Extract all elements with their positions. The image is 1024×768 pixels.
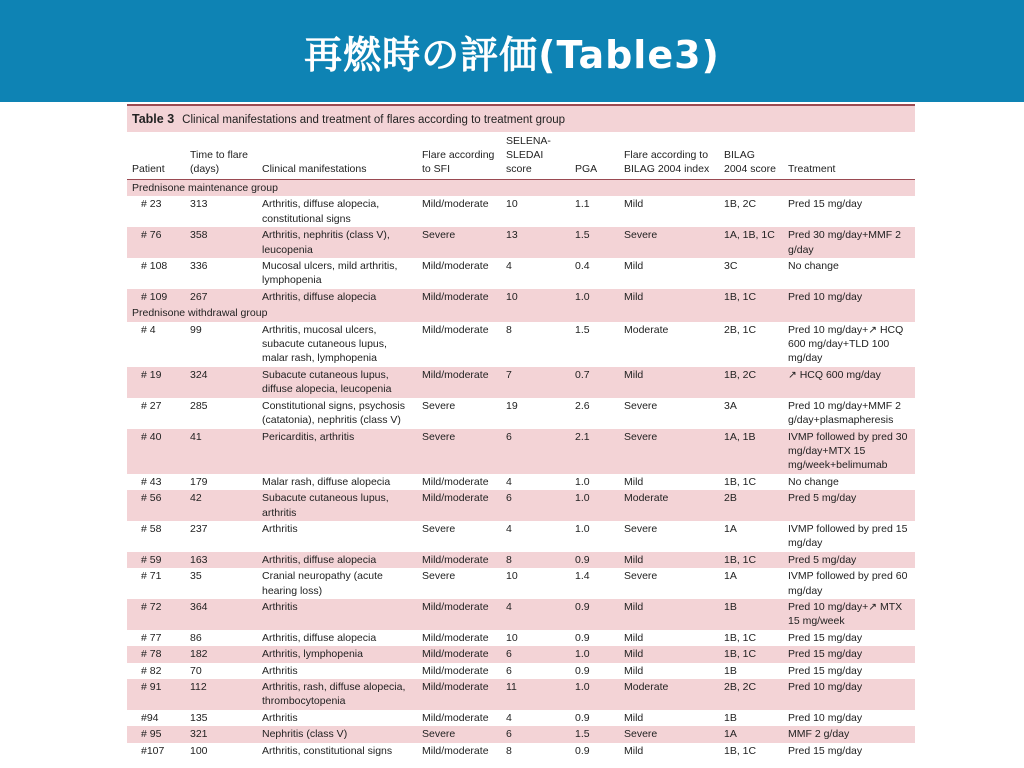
cell-bilag-score: 2B, 1C: [724, 323, 757, 336]
table-figure: [127, 104, 915, 768]
cell-treatment: IVMP followed by pred 30 mg/day+MTX 15 mg/week+belimumab: [783, 429, 915, 474]
cell-clinical-manifestations: Arthritis, nephritis (class V), leucopenia: [257, 227, 417, 258]
cell-bilag-score: 1A, 1B: [719, 429, 783, 474]
cell-flare-sfi: Mild/moderate: [422, 198, 489, 211]
cell-bilag-score: 1B, 1C: [724, 475, 757, 488]
cell-pga: 0.9: [575, 664, 590, 677]
cell-clinical-manifestations: Arthritis, diffuse alopecia: [262, 631, 377, 644]
table-header-row: [127, 132, 915, 180]
cell-bilag-score: 1B, 1C: [724, 631, 757, 644]
cell-selena-sledai: 8: [506, 744, 512, 757]
cell-selena-sledai: 6: [501, 646, 570, 662]
cell-time-to-flare: 41: [185, 429, 257, 474]
cell-time-to-flare: 35: [190, 570, 202, 583]
cell-time-to-flare: 321: [185, 726, 257, 742]
cell-flare-sfi: Mild/moderate: [422, 260, 489, 273]
cell-flare-sfi: Severe: [422, 570, 456, 583]
cell-selena-sledai: 4: [506, 260, 512, 273]
cell-treatment: Pred 10 mg/day+MMF 2 g/day+plasmapheresis: [788, 399, 901, 427]
cell-flare-bilag: Severe: [624, 399, 658, 412]
header-patient: Patient: [127, 132, 185, 180]
cell-treatment: Pred 10 mg/day+↗ HCQ 600 mg/day+TLD 100 mg/day: [788, 323, 904, 365]
table-label: Table 3: [132, 112, 175, 126]
cell-pga: 0.4: [575, 260, 590, 273]
table-row: [127, 646, 915, 662]
cell-flare-sfi: Mild/moderate: [422, 744, 489, 757]
cell-time-to-flare: 70: [190, 664, 202, 677]
cell-selena-sledai: 10: [506, 198, 518, 211]
cell-flare-bilag: Moderate: [624, 323, 669, 336]
cell-patient: # 71: [141, 570, 162, 583]
table-row: [127, 710, 915, 726]
cell-treatment: Pred 30 mg/day+MMF 2 g/day: [783, 227, 915, 258]
cell-treatment: Pred 5 mg/day: [783, 552, 915, 568]
cell-pga: 0.9: [575, 631, 590, 644]
cell-clinical-manifestations: Arthritis: [262, 711, 298, 724]
table-row: [127, 258, 915, 289]
cell-time-to-flare: 285: [190, 399, 208, 412]
cell-time-to-flare: 42: [185, 490, 257, 521]
cell-patient: # 23: [141, 198, 162, 211]
cell-clinical-manifestations: Arthritis, constitutional signs: [262, 744, 393, 757]
cell-treatment: No change: [788, 260, 839, 273]
cell-flare-sfi: Severe: [422, 522, 456, 535]
cell-selena-sledai: 4: [506, 475, 512, 488]
cell-selena-sledai: 11: [501, 679, 570, 710]
cell-flare-bilag: Mild: [624, 664, 644, 677]
cell-clinical-manifestations: Pericarditis, arthritis: [257, 429, 417, 474]
cell-flare-sfi: Mild/moderate: [422, 664, 489, 677]
cell-treatment: Pred 10 mg/day+↗ MTX 15 mg/week: [783, 599, 915, 630]
cell-selena-sledai: 6: [501, 726, 570, 742]
cell-pga: 1.4: [575, 570, 590, 583]
cell-bilag-score: 2B: [719, 490, 783, 521]
cell-time-to-flare: 99: [190, 323, 202, 336]
cell-patient: # 95: [127, 726, 185, 742]
cell-bilag-score: 1A: [719, 726, 783, 742]
cell-pga: 1.0: [575, 475, 590, 488]
cell-pga: 1.5: [575, 323, 590, 336]
table-caption-text: Clinical manifestations and treatment of flares according to treatment group: [182, 114, 566, 126]
cell-flare-bilag: Severe: [624, 570, 658, 583]
cell-clinical-manifestations: Mucosal ulcers, mild arthritis, lymphopenia: [262, 260, 398, 287]
cell-selena-sledai: 4: [506, 522, 512, 535]
cell-pga: 1.0: [570, 646, 619, 662]
header-bilag-score: BILAG 2004 score: [719, 132, 783, 180]
cell-pga: 0.7: [570, 367, 619, 398]
table-row: [127, 552, 915, 568]
cell-time-to-flare: 163: [185, 552, 257, 568]
cell-clinical-manifestations: Arthritis, diffuse alopecia: [257, 289, 417, 305]
cell-time-to-flare: 135: [190, 711, 208, 724]
cell-flare-sfi: Mild/moderate: [417, 599, 501, 630]
table-row: [127, 726, 915, 742]
cell-flare-bilag: Mild: [619, 646, 719, 662]
cell-patient: # 59: [127, 552, 185, 568]
cell-flare-bilag: Mild: [624, 631, 644, 644]
header-time-to-flare: Time to flare (days): [185, 132, 257, 180]
cell-flare-sfi: Mild/moderate: [417, 490, 501, 521]
cell-flare-bilag: Mild: [624, 475, 644, 488]
cell-patient: #107: [141, 744, 165, 757]
cell-patient: #94: [141, 711, 159, 724]
cell-pga: 1.0: [570, 289, 619, 305]
cell-treatment: Pred 15 mg/day: [783, 646, 915, 662]
table-row: [127, 227, 915, 258]
cell-clinical-manifestations: Arthritis: [262, 522, 298, 535]
cell-bilag-score: 1A, 1B, 1C: [719, 227, 783, 258]
cell-selena-sledai: 10: [506, 631, 518, 644]
cell-selena-sledai: 6: [506, 664, 512, 677]
cell-patient: # 27: [141, 399, 162, 412]
cell-time-to-flare: 364: [185, 599, 257, 630]
cell-time-to-flare: 86: [190, 631, 202, 644]
cell-selena-sledai: 4: [506, 711, 512, 724]
slide-title: 再燃時の評価(Table3): [304, 33, 720, 77]
cell-bilag-score: 1B, 1C: [719, 552, 783, 568]
cell-patient: # 58: [141, 522, 162, 535]
cell-clinical-manifestations: Subacute cutaneous lupus, diffuse alopecia, leucopenia: [257, 367, 417, 398]
cell-patient: # 19: [127, 367, 185, 398]
cell-clinical-manifestations: Arthritis: [257, 599, 417, 630]
cell-pga: 0.9: [575, 711, 590, 724]
cell-patient: # 4: [141, 323, 156, 336]
cell-flare-bilag: Mild: [619, 367, 719, 398]
cell-patient: # 40: [127, 429, 185, 474]
table-row: [127, 289, 915, 305]
cell-clinical-manifestations: Nephritis (class V): [257, 726, 417, 742]
cell-pga: 1.1: [575, 198, 590, 211]
cell-bilag-score: 1B, 1C: [724, 744, 757, 757]
cell-time-to-flare: 100: [190, 744, 208, 757]
cell-flare-bilag: Mild: [619, 289, 719, 305]
cell-treatment: MMF 2 g/day: [783, 726, 915, 742]
cell-selena-sledai: 8: [501, 552, 570, 568]
cell-pga: 1.0: [570, 490, 619, 521]
cell-time-to-flare: 336: [190, 260, 208, 273]
cell-clinical-manifestations: Arthritis, diffuse alopecia, constitutional signs: [262, 198, 380, 225]
header-selena-sledai: SELENA-SLEDAI score: [501, 132, 570, 180]
group-row: [127, 180, 915, 197]
cell-flare-sfi: Severe: [417, 429, 501, 474]
cell-bilag-score: 1A: [724, 522, 737, 535]
cell-selena-sledai: 8: [506, 323, 512, 336]
table-row: [127, 568, 915, 599]
cell-flare-sfi: Severe: [417, 726, 501, 742]
cell-flare-sfi: Mild/moderate: [417, 679, 501, 710]
cell-flare-bilag: Mild: [624, 711, 644, 724]
cell-treatment: Pred 15 mg/day: [788, 198, 863, 211]
cell-time-to-flare: 267: [185, 289, 257, 305]
table-row: [127, 743, 915, 759]
cell-clinical-manifestations: Constitutional signs, psychosis (catatonia), nephritis (class V): [262, 399, 405, 427]
cell-time-to-flare: 358: [185, 227, 257, 258]
cell-pga: 0.9: [575, 744, 590, 757]
cell-bilag-score: 1B, 1C: [719, 646, 783, 662]
cell-treatment: No change: [788, 475, 839, 488]
cell-clinical-manifestations: Cranial neuropathy (acute hearing loss): [262, 570, 383, 597]
cell-flare-sfi: Mild/moderate: [417, 552, 501, 568]
table-row: [127, 490, 915, 521]
table-row: [127, 663, 915, 679]
cell-bilag-score: 1A: [724, 570, 737, 583]
cell-selena-sledai: 13: [501, 227, 570, 258]
cell-time-to-flare: 179: [190, 475, 208, 488]
cell-patient: # 108: [141, 260, 168, 273]
cell-bilag-score: 1B: [724, 711, 737, 724]
cell-time-to-flare: 313: [190, 198, 208, 211]
cell-bilag-score: 2B, 2C: [719, 679, 783, 710]
cell-treatment: Pred 5 mg/day: [783, 490, 915, 521]
cell-selena-sledai: 19: [506, 399, 518, 412]
cell-time-to-flare: 182: [185, 646, 257, 662]
cell-time-to-flare: 112: [185, 679, 257, 710]
cell-time-to-flare: 237: [190, 522, 208, 535]
cell-treatment: IVMP followed by pred 15 mg/day: [788, 522, 908, 550]
cell-bilag-score: 1B, 1C: [719, 289, 783, 305]
cell-selena-sledai: 6: [501, 490, 570, 521]
header-clinical-manifestations: Clinical manifestations: [257, 132, 417, 180]
cell-flare-bilag: Moderate: [619, 490, 719, 521]
cell-clinical-manifestations: Arthritis, diffuse alopecia: [257, 552, 417, 568]
cell-treatment: IVMP followed by pred 60 mg/day: [788, 570, 908, 597]
cell-clinical-manifestations: Arthritis: [262, 664, 298, 677]
cell-bilag-score: 1B: [724, 664, 737, 677]
table-row: [127, 196, 915, 227]
table-row: [127, 474, 915, 490]
table-row: [127, 322, 915, 367]
cell-flare-sfi: Mild/moderate: [417, 367, 501, 398]
cell-clinical-manifestations: Subacute cutaneous lupus, arthritis: [257, 490, 417, 521]
cell-pga: 1.0: [575, 522, 590, 535]
cell-pga: 0.9: [570, 599, 619, 630]
cell-flare-sfi: Severe: [417, 227, 501, 258]
cell-flare-sfi: Mild/moderate: [422, 323, 489, 336]
cell-clinical-manifestations: Arthritis, rash, diffuse alopecia, thrombocytopenia: [257, 679, 417, 710]
cell-treatment: Pred 15 mg/day: [788, 664, 863, 677]
flares-table: [127, 132, 915, 759]
cell-treatment: Pred 10 mg/day: [788, 711, 863, 724]
cell-flare-bilag: Severe: [619, 227, 719, 258]
cell-flare-bilag: Severe: [624, 522, 658, 535]
cell-pga: 1.5: [570, 726, 619, 742]
cell-selena-sledai: 7: [501, 367, 570, 398]
cell-flare-sfi: Mild/moderate: [422, 631, 489, 644]
table-row: [127, 367, 915, 398]
cell-patient: # 72: [127, 599, 185, 630]
table-body: [127, 180, 915, 760]
cell-pga: 0.9: [570, 552, 619, 568]
table-caption: [127, 104, 915, 132]
cell-treatment: Pred 10 mg/day: [783, 289, 915, 305]
cell-flare-sfi: Mild/moderate: [417, 289, 501, 305]
cell-bilag-score: 1B: [719, 599, 783, 630]
cell-treatment: Pred 15 mg/day: [788, 744, 863, 757]
header-pga: PGA: [570, 132, 619, 180]
cell-patient: # 109: [127, 289, 185, 305]
cell-flare-bilag: Mild: [624, 198, 644, 211]
cell-flare-bilag: Mild: [619, 599, 719, 630]
table-row: [127, 599, 915, 630]
cell-selena-sledai: 6: [501, 429, 570, 474]
cell-patient: # 91: [127, 679, 185, 710]
table-row: [127, 630, 915, 646]
cell-flare-sfi: Mild/moderate: [422, 711, 489, 724]
cell-flare-sfi: Mild/moderate: [417, 646, 501, 662]
cell-bilag-score: 3C: [724, 260, 738, 273]
cell-patient: # 56: [127, 490, 185, 521]
cell-clinical-manifestations: Malar rash, diffuse alopecia: [262, 475, 391, 488]
cell-flare-bilag: Mild: [624, 260, 644, 273]
table-row: [127, 679, 915, 710]
cell-patient: # 82: [141, 664, 162, 677]
cell-treatment: ↗ HCQ 600 mg/day: [783, 367, 915, 398]
cell-patient: # 43: [141, 475, 162, 488]
cell-flare-sfi: Severe: [422, 399, 456, 412]
cell-selena-sledai: 10: [501, 289, 570, 305]
cell-clinical-manifestations: Arthritis, lymphopenia: [257, 646, 417, 662]
cell-flare-bilag: Mild: [619, 552, 719, 568]
cell-patient: # 78: [127, 646, 185, 662]
table-row: [127, 521, 915, 552]
group-label: Prednisone withdrawal group: [127, 305, 915, 321]
header-treatment: Treatment: [783, 132, 915, 180]
cell-pga: 2.1: [570, 429, 619, 474]
cell-pga: 2.6: [575, 399, 590, 412]
cell-patient: # 76: [127, 227, 185, 258]
cell-flare-bilag: Mild: [624, 744, 644, 757]
group-row: [127, 305, 915, 321]
header-flare-bilag: Flare according to BILAG 2004 index: [619, 132, 719, 180]
cell-pga: 1.5: [570, 227, 619, 258]
cell-treatment: Pred 10 mg/day: [783, 679, 915, 710]
cell-bilag-score: 3A: [724, 399, 737, 412]
cell-treatment: Pred 15 mg/day: [788, 631, 863, 644]
cell-time-to-flare: 324: [185, 367, 257, 398]
group-label: Prednisone maintenance group: [127, 180, 915, 197]
cell-flare-bilag: Severe: [619, 726, 719, 742]
cell-bilag-score: 1B, 2C: [719, 367, 783, 398]
cell-selena-sledai: 4: [501, 599, 570, 630]
cell-selena-sledai: 10: [506, 570, 518, 583]
cell-pga: 1.0: [570, 679, 619, 710]
cell-bilag-score: 1B, 2C: [724, 198, 757, 211]
cell-clinical-manifestations: Arthritis, mucosal ulcers, subacute cutaneous lupus, malar rash, lymphopenia: [262, 323, 387, 365]
table-row: [127, 429, 915, 474]
table-row: [127, 398, 915, 429]
cell-patient: # 77: [141, 631, 162, 644]
cell-flare-bilag: Severe: [619, 429, 719, 474]
cell-flare-sfi: Mild/moderate: [422, 475, 489, 488]
cell-flare-bilag: Moderate: [619, 679, 719, 710]
header-flare-sfi: Flare according to SFI: [417, 132, 501, 180]
